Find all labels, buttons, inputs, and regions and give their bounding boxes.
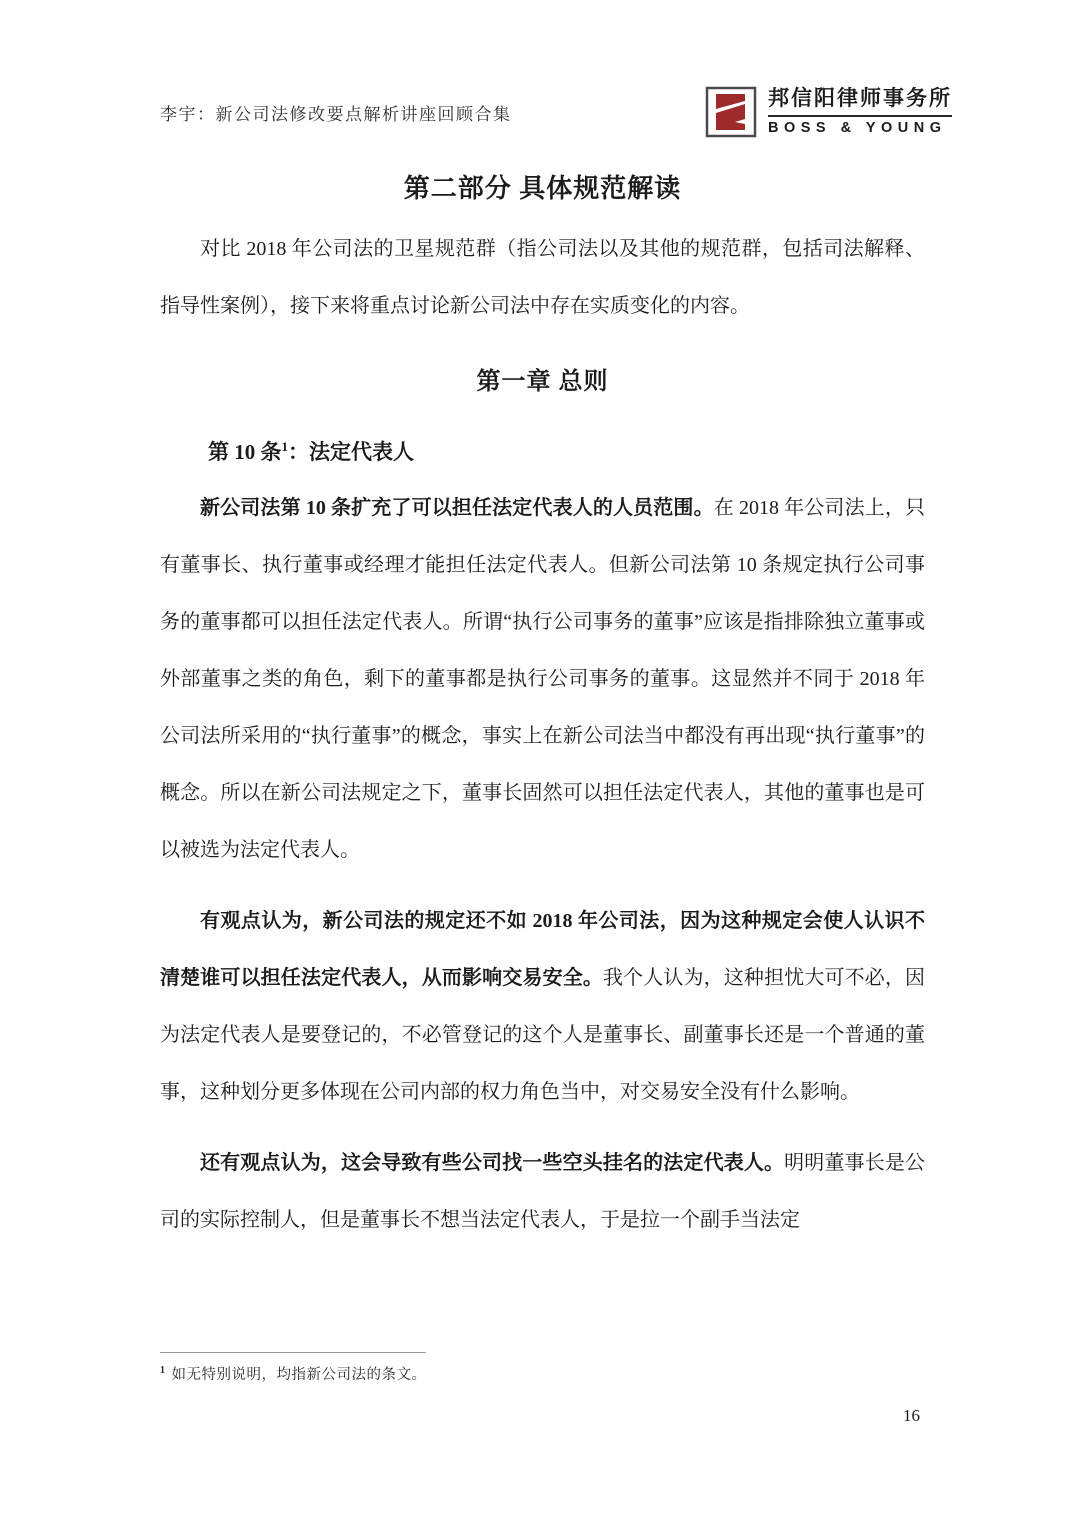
paragraph-article-analysis xyxy=(160,480,925,879)
document-body xyxy=(0,168,1080,1249)
article-heading-prefix: 第 10 条 xyxy=(208,440,282,464)
page-number: 16 xyxy=(903,1406,920,1425)
article-heading xyxy=(208,436,925,466)
firm-logo xyxy=(705,86,952,138)
logo-chinese-name: 邦信阳律师事务所 xyxy=(768,86,952,110)
intro-paragraph-text: 对比 2018 年公司法的卫星规范群（指公司法以及其他的规范群，包括司法解释、指导性案例），接下来将重点讨论新公司法中存在实质变化的内容。 xyxy=(160,238,925,317)
chapter-title: 第一章 总则 xyxy=(476,369,609,395)
article-heading-suffix: ：法定代表人 xyxy=(288,440,414,464)
paragraph-bold-lead: 新公司法第 10 条扩充了可以担任法定代表人的人员范围。 xyxy=(200,497,714,519)
paragraph-regular-text: 明明董事长是公司的实际控制人，但是董事长不想当法定代表人，于是拉一个副手当法定 xyxy=(160,1152,926,1231)
header-running-title: 李宇：新公司法修改要点解析讲座回顾合集 xyxy=(160,104,512,124)
paragraph-regular-text: 我个人认为，这种担忧大可不必，因为法定代表人是要登记的，不必管登记的这个人是董事长、副董事长还是一个普通的董事，这种划分更多体现在公司内部的权力角色当中，对交易安全没有什么影响。 xyxy=(160,967,926,1103)
paragraph-bold-lead: 有观点认为，新公司法的规定还不如 2018 年公司法，因为这种规定会使人认识不清楚谁可以担任法定代表人，从而影响交易安全。 xyxy=(160,910,925,989)
logo-english-name: BOSS & YOUNG xyxy=(768,120,947,137)
footnote-text-content: 如无特别说明，均指新公司法的条文。 xyxy=(171,1367,427,1383)
paragraph-bold-lead: 还有观点认为，这会导致有些公司找一些空头挂名的法定代表人。 xyxy=(200,1152,785,1174)
paragraph-viewpoint-1 xyxy=(160,893,925,1121)
article-footnote-ref: 1 xyxy=(281,439,288,454)
intro-paragraph xyxy=(160,221,925,335)
footnote xyxy=(160,1363,800,1384)
footnote-number: 1 xyxy=(160,1365,166,1377)
footnote-area xyxy=(160,1352,800,1384)
boss-young-logo-icon xyxy=(705,86,757,138)
footnote-separator xyxy=(160,1352,426,1353)
paragraph-viewpoint-2 xyxy=(160,1135,925,1249)
logo-divider xyxy=(768,115,952,117)
paragraph-regular-text: 在 2018 年公司法上，只有董事长、执行董事或经理才能担任法定代表人。但新公司法第 10 条规定执行公司事务的董事都可以担任法定代表人。所谓“执行公司事务的董事”应该是指排除独立董事或外部董事之类的角色，剩下的董事都是执行公司事务的董事。这显然并不同于 2018 年公司法所采用的“执行董事”的概念，事实上在新公司法当中都没有再出现“执行董事”的概念。所以在新公司法规定之下，董事长固然可以担任法定代表人，其他的董事也是可以被选为法定代表人。 xyxy=(160,497,926,861)
part-title: 第二部分 具体规范解读 xyxy=(403,174,682,203)
page-header xyxy=(0,0,1080,138)
logo-text-block xyxy=(768,87,952,137)
